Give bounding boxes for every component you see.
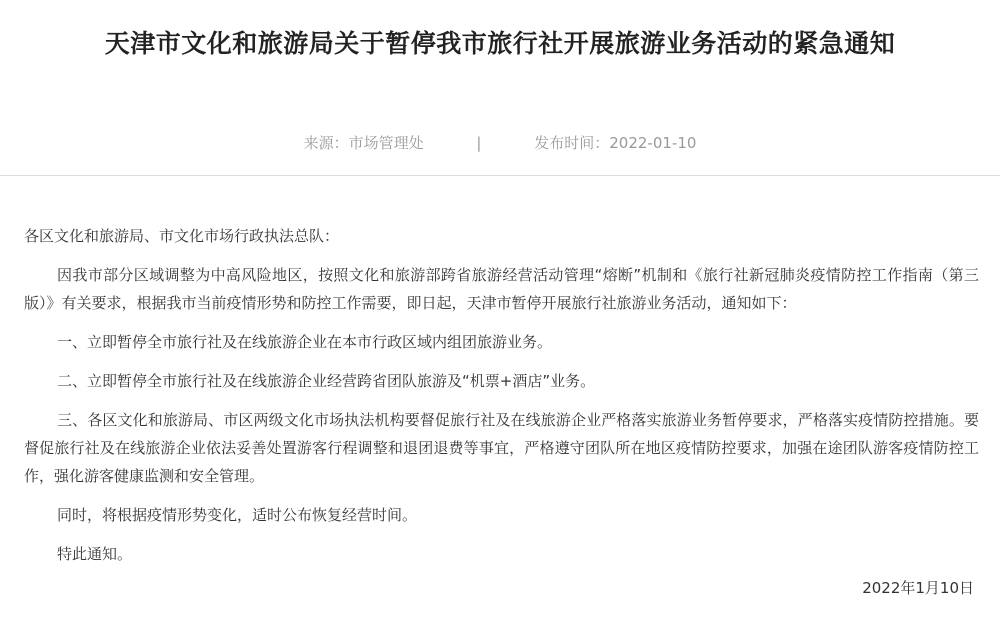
article-body <box>24 222 979 579</box>
sign-date: 2022年1月10日 <box>862 579 974 597</box>
meta-separator: | <box>476 134 482 152</box>
paragraph-item-3: 三、各区文化和旅游局、市区两级文化市场执法机构要督促旅行社及在线旅游企业严格落实旅游业务暂停要求，严格落实疫情防控措施。要督促旅行社及在线旅游企业依法妥善处置游客行程调整和退团退费等事宜，严格遵守团队所在地区疫情防控要求，加强在途团队游客疫情防控工作，强化游客健康监测和安全管理。 <box>24 411 979 485</box>
paragraph-item-2: 二、立即暂停全市旅行社及在线旅游企业经营跨省团队旅游及“机票+酒店”业务。 <box>57 372 596 390</box>
source-value: 市场管理处 <box>348 134 424 152</box>
salutation: 各区文化和旅游局、市文化市场行政执法总队： <box>24 227 340 245</box>
article-title: 天津市文化和旅游局关于暂停我市旅行社开展旅游业务活动的紧急通知 <box>104 29 896 58</box>
date-value: 2022-01-10 <box>609 134 697 152</box>
paragraph-closing: 同时，将根据疫情形势变化，适时公布恢复经营时间。 <box>57 506 418 524</box>
paragraph-item-1: 一、立即暂停全市旅行社及在线旅游企业在本市行政区域内组团旅游业务。 <box>57 333 553 351</box>
header-divider <box>0 175 1000 176</box>
paragraph-notice: 特此通知。 <box>57 545 133 563</box>
article-meta <box>0 132 1000 153</box>
date-label: 发布时间： <box>534 134 610 152</box>
paragraph-intro: 因我市部分区域调整为中高风险地区，按照文化和旅游部跨省旅游经营活动管理“熔断”机制和《旅行社新冠肺炎疫情防控工作指南（第三版）》有关要求，根据我市当前疫情形势和防控工作需要，即日起，天津市暂停开展旅行社旅游业务活动，通知如下： <box>24 266 979 312</box>
source-label: 来源： <box>303 134 349 152</box>
